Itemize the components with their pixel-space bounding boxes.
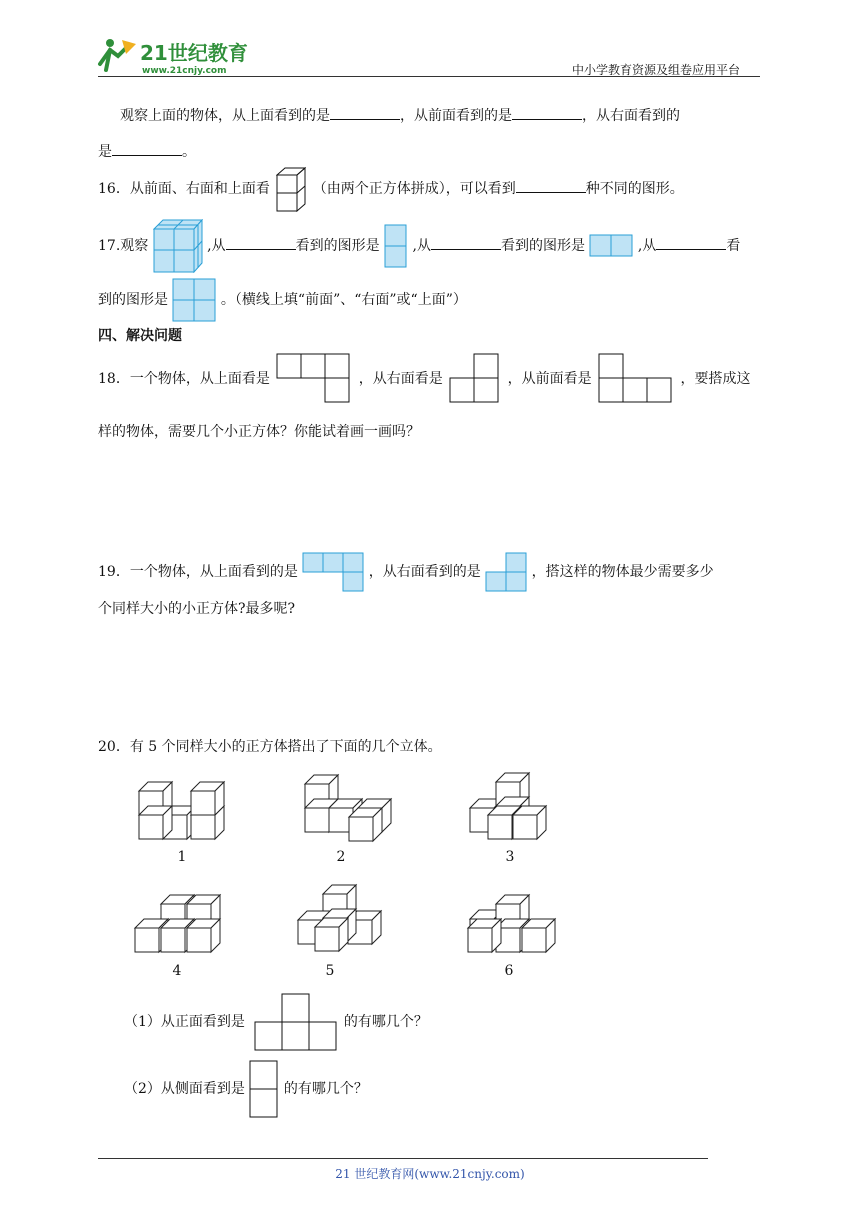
solid-5 (298, 885, 381, 951)
answer-blank[interactable] (516, 178, 586, 193)
solid-label: 2 (336, 849, 346, 865)
answer-blank[interactable] (512, 105, 582, 120)
solid-label: 3 (505, 849, 515, 865)
cube-block-figure (153, 219, 203, 273)
runner-icon (100, 39, 136, 70)
front-view-figure (598, 353, 674, 405)
front-view-t-figure (253, 993, 339, 1051)
answer-blank[interactable] (656, 235, 726, 250)
top-view-blue-figure (302, 552, 364, 592)
q20-intro: 20．有 5 个同样大小的正方体搭出了下面的几个立体。 (98, 739, 442, 755)
vertical-two-square-figure (384, 224, 408, 268)
answer-blank[interactable] (226, 235, 296, 250)
logo-text: 21世纪教育 (140, 41, 248, 65)
answer-blank[interactable] (112, 141, 182, 156)
right-view-figure (449, 353, 501, 405)
section-title: 四、解决问题 (98, 328, 182, 344)
q18-line2: 样的物体，需要几个小正方体？你能试着画一画吗？ (98, 424, 420, 440)
q18-line1: 18．一个物体，从上面看是 ，从右面看是 ，从前面看是 ，要搭成这 (98, 369, 751, 389)
solids-figure (120, 765, 580, 985)
header-divider (98, 76, 760, 77)
solid-label: 4 (172, 963, 182, 979)
q19-line1: 19．一个物体，从上面看到的是 ，从右面看到的是 ，搭这样的物体最少需要多少 (98, 562, 714, 582)
solid-label: 5 (325, 963, 335, 979)
solid-6 (468, 895, 555, 952)
horizontal-two-square-figure (589, 234, 633, 258)
side-view-figure (249, 1060, 279, 1118)
solid-label: 1 (177, 849, 187, 865)
logo-url: www.21cnjy.com (142, 66, 227, 76)
q20-sub2: （2）从侧面看到是 的有哪几个？ (124, 1079, 368, 1099)
solid-label: 6 (504, 963, 514, 979)
q20-sub1: （1）从正面看到是 的有哪几个？ (124, 1012, 428, 1032)
logo (96, 34, 256, 76)
two-cube-figure (276, 166, 306, 212)
q17-line1: 17.观察 ,从 看到的图形是 ,从 看到的图形是 ,从 看 (98, 235, 740, 256)
q17-line2: 到的图形是 。（横线上填“前面”、“右面”或“上面”） (98, 290, 467, 310)
solid-1 (139, 782, 224, 839)
four-square-figure (172, 278, 216, 322)
solid-3 (470, 773, 546, 839)
q15-line2: 是 。 (98, 141, 196, 162)
top-view-figure (276, 353, 352, 405)
solid-4 (135, 895, 220, 952)
footer-divider (98, 1158, 708, 1159)
q16-line: 16．从前面、右面和上面看 （由两个正方体拼成），可以看到 种不同的图形。 (98, 178, 684, 199)
solid-2 (305, 775, 391, 841)
platform-name: 中小学教育资源及组卷应用平台 (572, 63, 741, 77)
footer-text: 21 世纪教育网(www.21cnjy.com) (335, 1167, 525, 1181)
answer-blank[interactable] (431, 235, 501, 250)
q19-line2: 个同样大小的小正方体?最多呢? (98, 601, 296, 617)
q15-line1: 观察上面的物体，从上面看到的是 ，从前面看到的是 ，从右面看到的 (120, 105, 680, 126)
right-view-blue-figure (485, 552, 527, 592)
answer-blank[interactable] (330, 105, 400, 120)
